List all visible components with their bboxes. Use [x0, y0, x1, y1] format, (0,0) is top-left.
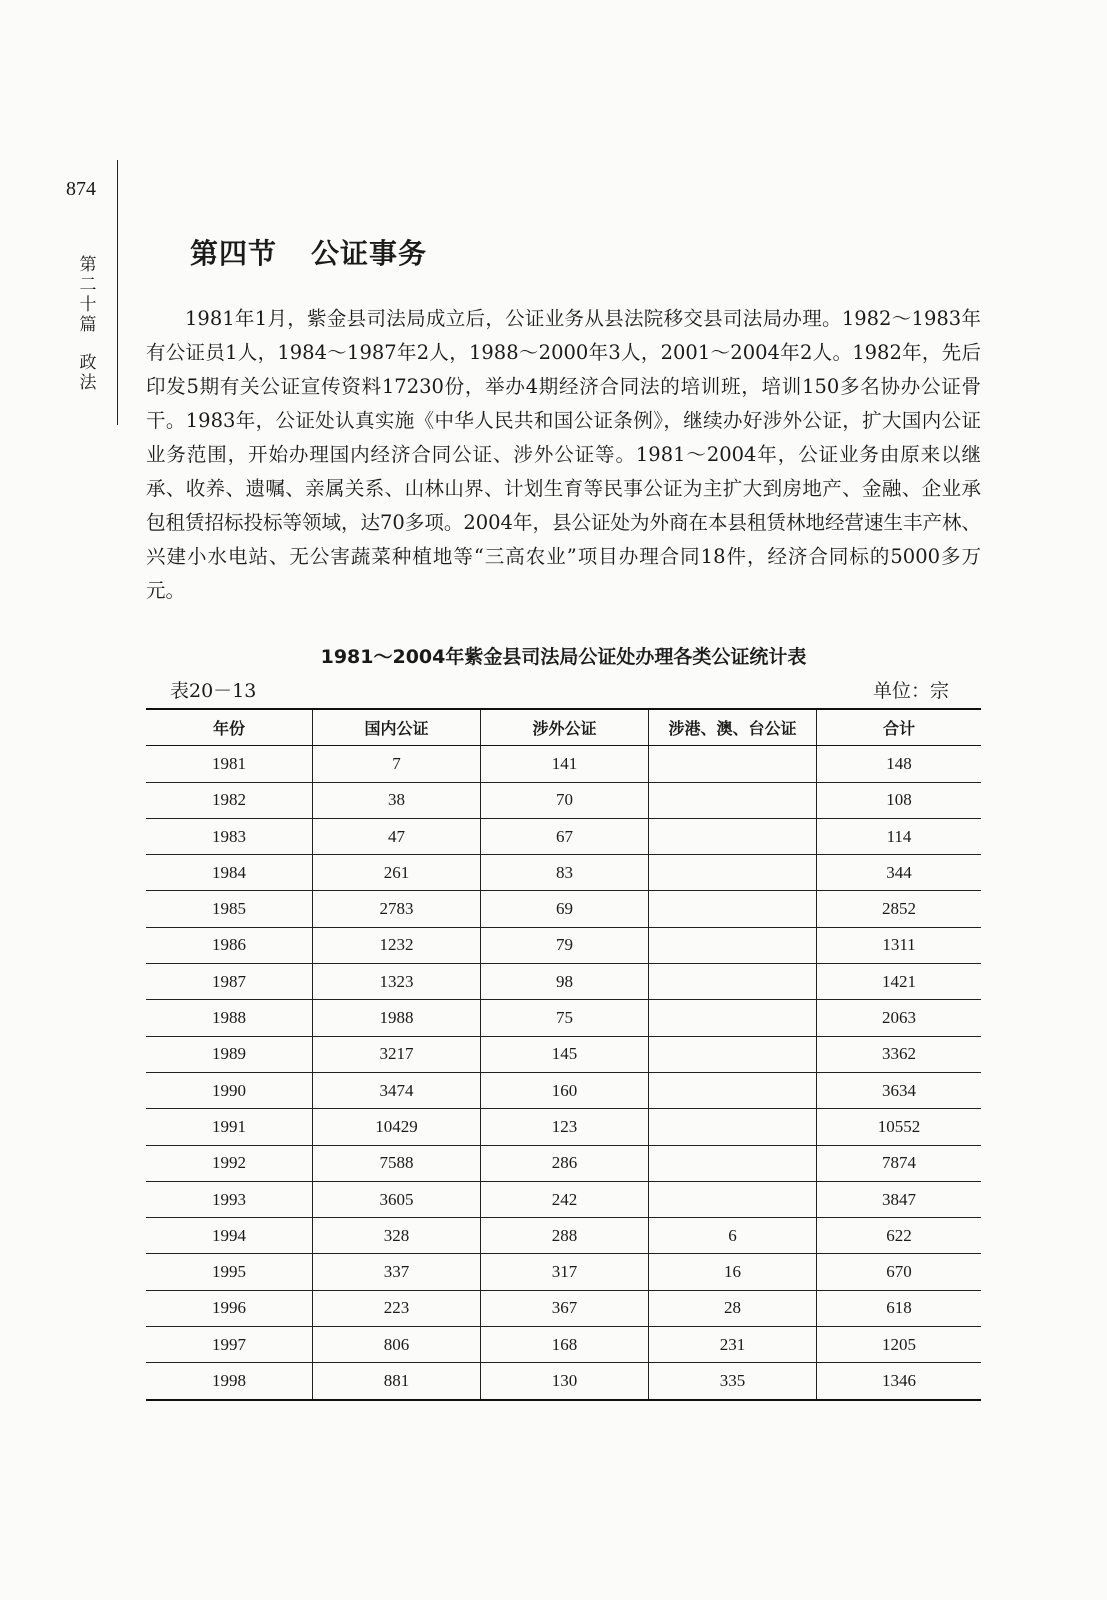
table-row — [146, 1036, 981, 1072]
table-header-row — [146, 709, 981, 746]
cell-total: 3847 — [817, 1181, 982, 1217]
table-row — [146, 1290, 981, 1326]
table-row — [146, 818, 981, 854]
table-number: 表20－13 — [170, 680, 257, 702]
cell-total: 2063 — [817, 1000, 982, 1036]
cell-total: 618 — [817, 1290, 982, 1326]
cell-foreign: 145 — [481, 1036, 649, 1072]
cell-total: 3362 — [817, 1036, 982, 1072]
cell-hk-macao-taiwan — [649, 1072, 817, 1108]
cell-year: 1989 — [146, 1036, 313, 1072]
cell-foreign: 286 — [481, 1145, 649, 1181]
cell-domestic: 7 — [313, 746, 481, 782]
table-row — [146, 1109, 981, 1145]
part-name-char: 法 — [79, 373, 97, 393]
body-text — [146, 302, 981, 608]
header-hk-macao-taiwan: 涉港、澳、台公证 — [649, 709, 817, 746]
cell-total: 1311 — [817, 927, 982, 963]
section-number: 第四节 — [190, 237, 278, 270]
part-label-char: 篇 — [79, 315, 97, 335]
table-unit: 单位：宗 — [872, 680, 949, 702]
cell-hk-macao-taiwan — [649, 1109, 817, 1145]
cell-foreign: 367 — [481, 1290, 649, 1326]
cell-total: 344 — [817, 855, 982, 891]
header-foreign: 涉外公证 — [481, 709, 649, 746]
cell-hk-macao-taiwan: 6 — [649, 1218, 817, 1254]
table-row — [146, 1145, 981, 1181]
table-row — [146, 1000, 981, 1036]
cell-hk-macao-taiwan — [649, 818, 817, 854]
section-title — [190, 232, 427, 272]
table-row — [146, 1363, 981, 1400]
table-row — [146, 1218, 981, 1254]
cell-year: 1985 — [146, 891, 313, 927]
margin-rule — [117, 160, 118, 425]
cell-total: 670 — [817, 1254, 982, 1290]
page-number: 874 — [66, 178, 96, 200]
part-label-char: 第 — [79, 255, 97, 275]
table-row — [146, 891, 981, 927]
part-name-char: 政 — [79, 353, 97, 373]
cell-year: 1984 — [146, 855, 313, 891]
cell-year: 1991 — [146, 1109, 313, 1145]
cell-domestic: 337 — [313, 1254, 481, 1290]
cell-domestic: 47 — [313, 818, 481, 854]
cell-year: 1992 — [146, 1145, 313, 1181]
cell-domestic: 3605 — [313, 1181, 481, 1217]
cell-total: 2852 — [817, 891, 982, 927]
cell-year: 1983 — [146, 818, 313, 854]
table-row — [146, 1254, 981, 1290]
cell-year: 1997 — [146, 1327, 313, 1363]
cell-hk-macao-taiwan — [649, 927, 817, 963]
cell-total: 1421 — [817, 964, 982, 1000]
cell-foreign: 67 — [481, 818, 649, 854]
cell-year: 1990 — [146, 1072, 313, 1108]
cell-domestic: 806 — [313, 1327, 481, 1363]
header-total: 合计 — [817, 709, 982, 746]
cell-domestic: 223 — [313, 1290, 481, 1326]
cell-total: 1205 — [817, 1327, 982, 1363]
part-label-gap — [78, 335, 98, 353]
cell-foreign: 98 — [481, 964, 649, 1000]
cell-foreign: 79 — [481, 927, 649, 963]
cell-domestic: 10429 — [313, 1109, 481, 1145]
statistics-table — [146, 708, 981, 1401]
cell-total: 622 — [817, 1218, 982, 1254]
table-row — [146, 782, 981, 818]
cell-year: 1993 — [146, 1181, 313, 1217]
section-name: 公证事务 — [311, 237, 428, 270]
cell-foreign: 168 — [481, 1327, 649, 1363]
cell-domestic: 328 — [313, 1218, 481, 1254]
cell-domestic: 3474 — [313, 1072, 481, 1108]
cell-year: 1995 — [146, 1254, 313, 1290]
table-title: 1981～2004年紫金县司法局公证处办理各类公证统计表 — [320, 646, 807, 668]
cell-foreign: 83 — [481, 855, 649, 891]
cell-domestic: 1323 — [313, 964, 481, 1000]
cell-total: 148 — [817, 746, 982, 782]
cell-total: 7874 — [817, 1145, 982, 1181]
cell-hk-macao-taiwan — [649, 746, 817, 782]
table-row — [146, 964, 981, 1000]
table-row — [146, 1181, 981, 1217]
cell-hk-macao-taiwan: 28 — [649, 1290, 817, 1326]
cell-hk-macao-taiwan — [649, 1145, 817, 1181]
part-label-char: 十 — [79, 295, 97, 315]
table-row — [146, 1327, 981, 1363]
cell-year: 1982 — [146, 782, 313, 818]
cell-foreign: 141 — [481, 746, 649, 782]
table-row — [146, 746, 981, 782]
cell-hk-macao-taiwan — [649, 964, 817, 1000]
cell-hk-macao-taiwan: 335 — [649, 1363, 817, 1400]
cell-year: 1998 — [146, 1363, 313, 1400]
table-row — [146, 927, 981, 963]
cell-foreign: 123 — [481, 1109, 649, 1145]
header-domestic: 国内公证 — [313, 709, 481, 746]
cell-year: 1988 — [146, 1000, 313, 1036]
cell-hk-macao-taiwan — [649, 1036, 817, 1072]
part-label-char: 二 — [79, 275, 97, 295]
cell-year: 1987 — [146, 964, 313, 1000]
cell-foreign: 288 — [481, 1218, 649, 1254]
cell-foreign: 69 — [481, 891, 649, 927]
cell-hk-macao-taiwan: 231 — [649, 1327, 817, 1363]
cell-foreign: 70 — [481, 782, 649, 818]
cell-hk-macao-taiwan — [649, 782, 817, 818]
table-row — [146, 1072, 981, 1108]
cell-hk-macao-taiwan — [649, 855, 817, 891]
cell-domestic: 2783 — [313, 891, 481, 927]
body-paragraph: 1981年1月，紫金县司法局成立后，公证业务从县法院移交县司法局办理。1982～1983年有公证员1人，1984～1987年2人，1988～2000年3人，2001～2004年2人。1982年，先后印发5期有关公证宣传资料17230份，举办4期经济合同法的培训班，培训150多名协办公证骨干。1983年，公证处认真实施《中华人民共和国公证条例》，继续办好涉外公证，扩大国内公证业务范围，开始办理国内经济合同公证、涉外公证等。1981～2004年，公证业务由原来以继承、收养、遗嘱、亲属关系、山林山界、计划生育等民事公证为主扩大到房地产、金融、企业承包租赁招标投标等领域，达70多项。2004年，县公证处为外商在本县租赁林地经营速生丰产林、兴建小水电站、无公害蔬菜种植地等“三高农业”项目办理合同18件，经济合同标的5000多万元。 — [146, 307, 981, 602]
cell-year: 1994 — [146, 1218, 313, 1254]
cell-domestic: 881 — [313, 1363, 481, 1400]
cell-year: 1986 — [146, 927, 313, 963]
cell-total: 114 — [817, 818, 982, 854]
cell-foreign: 242 — [481, 1181, 649, 1217]
cell-foreign: 317 — [481, 1254, 649, 1290]
cell-foreign: 160 — [481, 1072, 649, 1108]
part-label — [78, 255, 98, 393]
cell-domestic: 1988 — [313, 1000, 481, 1036]
cell-domestic: 261 — [313, 855, 481, 891]
cell-total: 1346 — [817, 1363, 982, 1400]
cell-total: 3634 — [817, 1072, 982, 1108]
cell-year: 1981 — [146, 746, 313, 782]
cell-hk-macao-taiwan — [649, 891, 817, 927]
cell-year: 1996 — [146, 1290, 313, 1326]
cell-domestic: 38 — [313, 782, 481, 818]
cell-hk-macao-taiwan: 16 — [649, 1254, 817, 1290]
cell-total: 108 — [817, 782, 982, 818]
cell-hk-macao-taiwan — [649, 1000, 817, 1036]
cell-hk-macao-taiwan — [649, 1181, 817, 1217]
cell-total: 10552 — [817, 1109, 982, 1145]
cell-domestic: 7588 — [313, 1145, 481, 1181]
cell-domestic: 1232 — [313, 927, 481, 963]
header-year: 年份 — [146, 709, 313, 746]
table-row — [146, 855, 981, 891]
cell-foreign: 75 — [481, 1000, 649, 1036]
cell-domestic: 3217 — [313, 1036, 481, 1072]
cell-foreign: 130 — [481, 1363, 649, 1400]
